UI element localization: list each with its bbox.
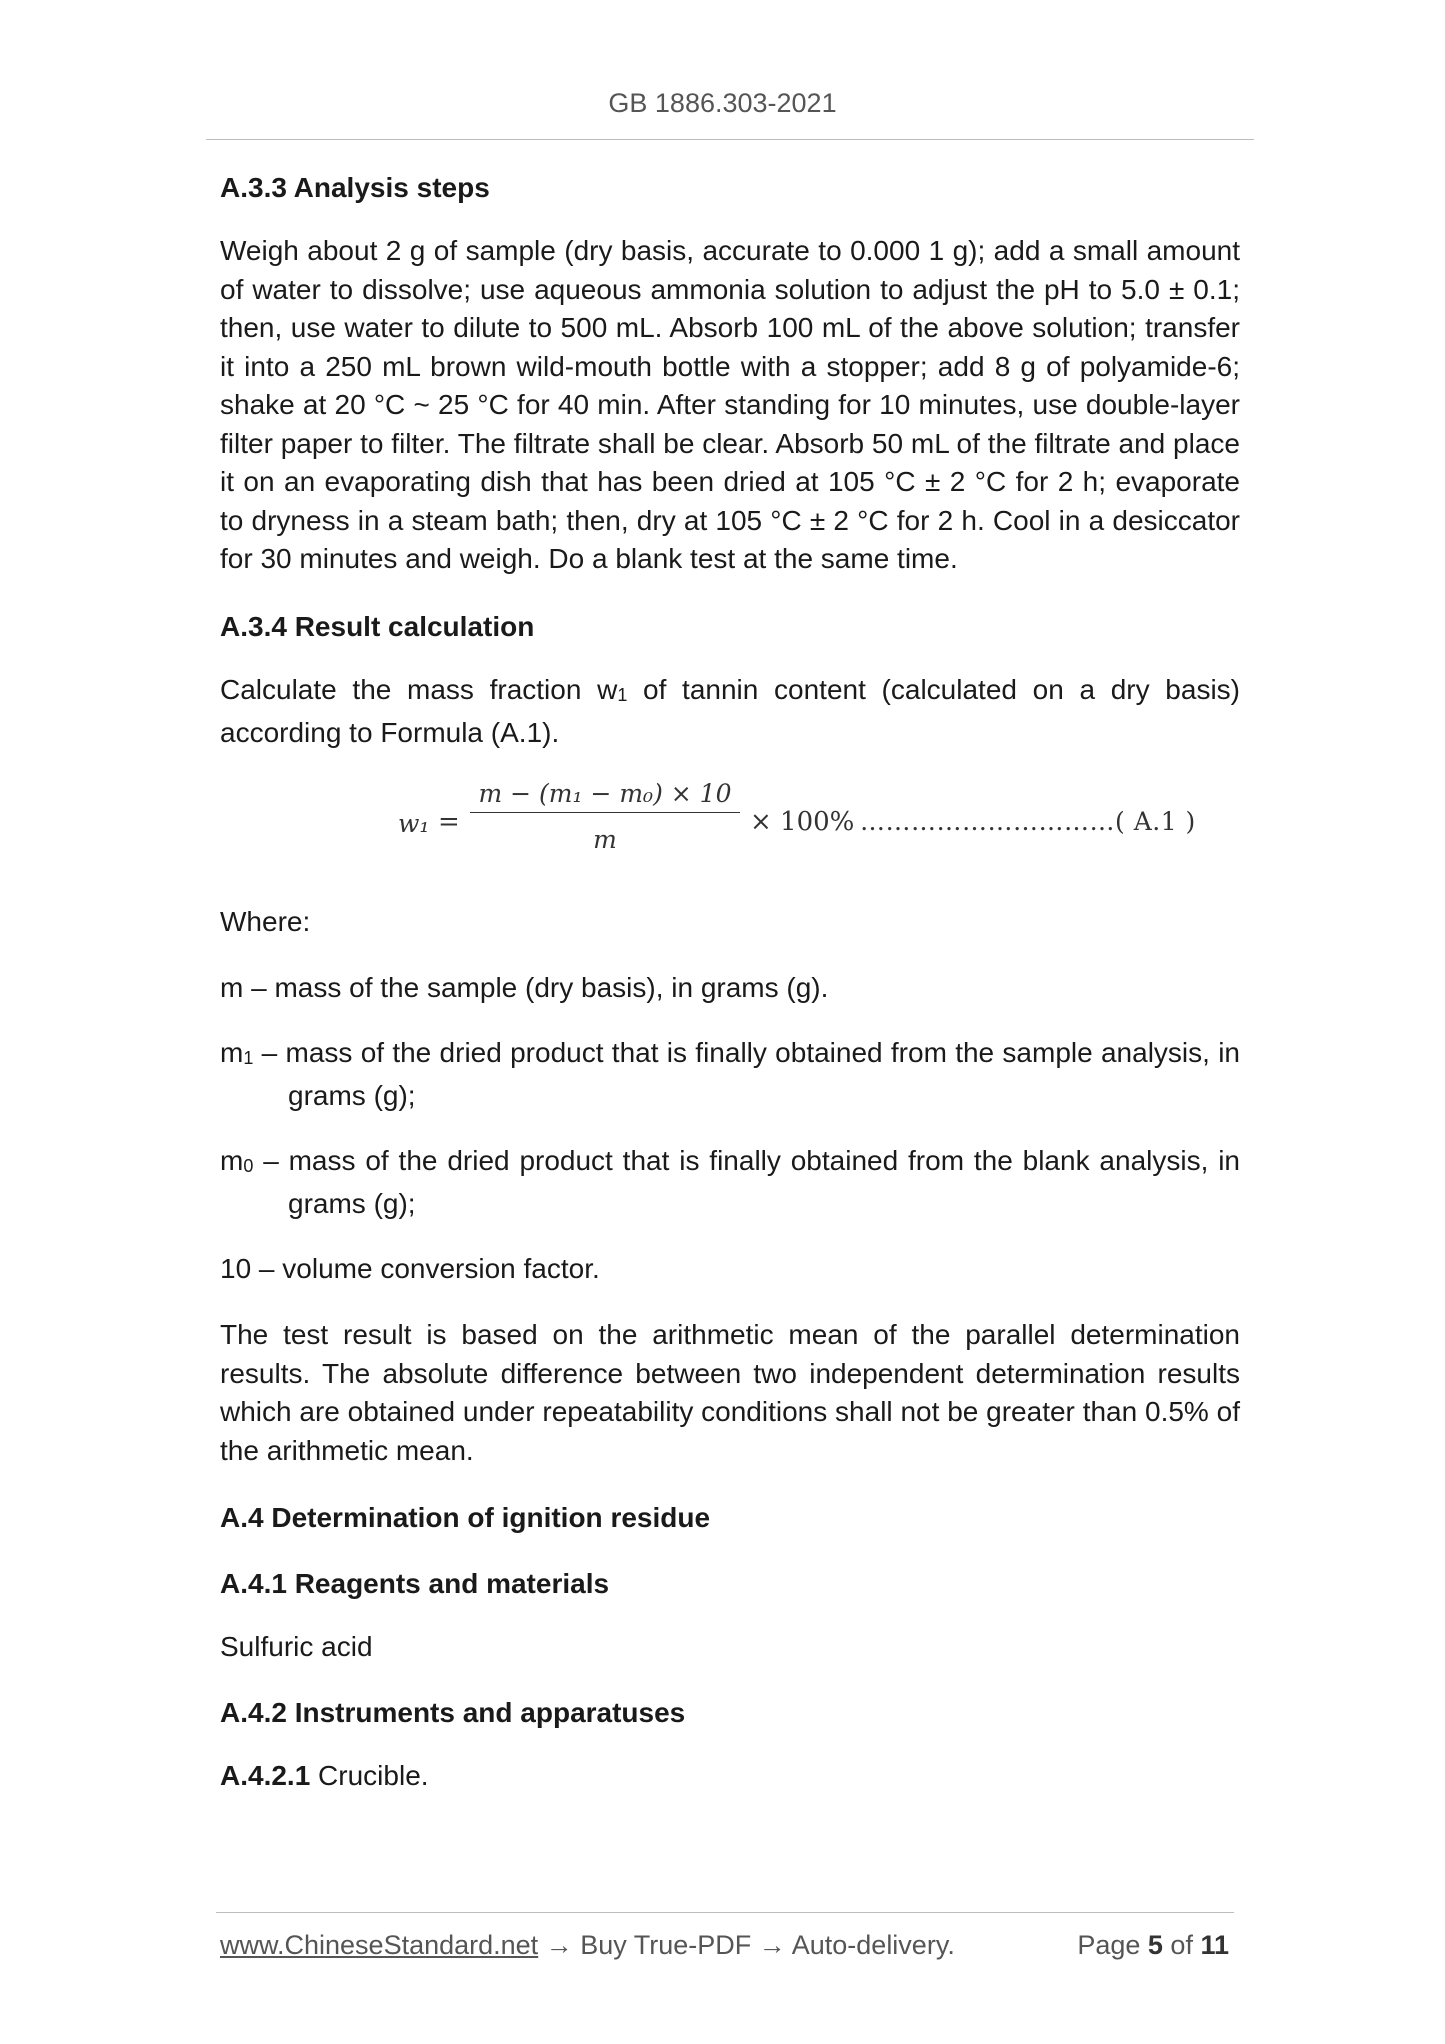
where-item-factor: 10 – volume conversion factor. — [220, 1252, 600, 1284]
where-item-m0: $m_0$ – mass of the dried product that is finally obtained from the blank analysis, in grams (g); — [220, 1144, 1240, 1219]
heading-a33: A.3.3 Analysis steps — [220, 172, 490, 203]
total-pages: 11 — [1200, 1930, 1229, 1960]
current-page: 5 — [1147, 1930, 1163, 1960]
formula-lhs: w₁ — [398, 808, 430, 838]
where-item-m: m – mass of the sample (dry basis), in grams (g). — [220, 972, 829, 1003]
website-link[interactable]: www.ChineseStandard.net — [220, 1930, 539, 1960]
footer-divider — [216, 1912, 1234, 1913]
page-content — [220, 170, 1240, 1795]
heading-a4: A.4 Determination of ignition residue — [220, 1502, 711, 1533]
conclusion-paragraph: The test result is based on the arithmetic mean of the parallel determination results. The absolute difference between two independent determination results which are obtained under repeatability conditions shall not be greater than 0.5% of the arithmetic mean. — [220, 1319, 1240, 1466]
heading-a42: A.4.2 Instruments and apparatuses — [220, 1696, 686, 1728]
heading-a34: A.3.4 Result calculation — [220, 610, 535, 642]
formula-a1 — [220, 779, 1240, 889]
page-indicator: Page 5 of 11 — [1077, 1930, 1229, 1960]
header-divider — [206, 139, 1254, 140]
formula-equals: = — [438, 806, 460, 837]
formula-multiplier: × 100% — [750, 806, 855, 837]
document-id: GB 1886.303-2021 — [608, 88, 837, 118]
heading-a41: A.4.1 Reagents and materials — [220, 1568, 610, 1599]
formula-denominator: m — [593, 824, 617, 854]
where-label: Where: — [220, 905, 311, 937]
formula-numerator: m − (m₁ − m₀) × 10 — [470, 779, 740, 813]
footer-promo: → Buy True-PDF → Auto-delivery. — [538, 1930, 955, 1960]
formula-reference: …………………………( A.1 ) — [860, 806, 1196, 836]
where-item-m1: $m_1$ – mass of the dried product that is finally obtained from the sample analysis, in grams (g); — [220, 1036, 1240, 1111]
item-a421: A.4.2.1 Crucible. — [220, 1759, 429, 1791]
page-header — [0, 88, 1445, 119]
footer-left — [220, 1930, 955, 1961]
reagent-text: Sulfuric acid — [220, 1631, 373, 1662]
calculation-intro: Calculate the mass fraction $w_1$ of tannin content (calculated on a dry basis) according to Formula (A.1). — [220, 673, 1240, 748]
analysis-steps-paragraph: Weigh about 2 g of sample (dry basis, accurate to 0.000 1 g); add a small amount of water to dissolve; use aqueous ammonia solution to adjust the pH to 5.0 ± 0.1; then, use water to dilute to 500 mL. Absorb 100 mL of the above solution; transfer it into a 250 mL brown wild-mouth bottle with a stopper; add 8 g of polyamide-6; shake at 20 °C ~ 25 °C for 40 min. After standing for 10 minutes, use double-layer filter paper to filter. The filtrate shall be clear. Absorb 50 mL of the filtrate and place it on an evaporating dish that has been dried at 105 °C ± 2 °C for 2 h; evaporate to dryness in a steam bath; then, dry at 105 °C ± 2 °C for 2 h. Cool in a desiccator for 30 minutes and weigh. Do a blank test at the same time. — [220, 235, 1240, 574]
